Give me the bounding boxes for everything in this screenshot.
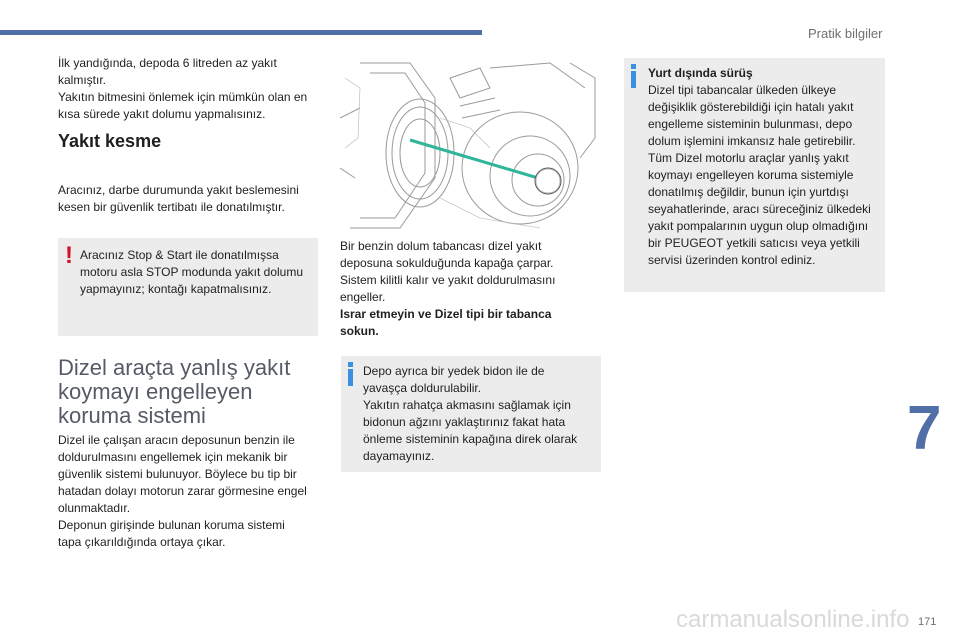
info-abroad-line: bir PEUGEOT yetkili satıcısı veya yetkili xyxy=(648,236,860,250)
header-accent-bar xyxy=(0,30,482,35)
warning-box xyxy=(58,238,318,336)
warning-line: motoru asla STOP modunda yakıt dolumu xyxy=(80,265,304,279)
misfuel-text xyxy=(58,432,320,551)
chapter-number: 7 xyxy=(907,394,942,463)
illustration-caption xyxy=(340,238,602,340)
info-abroad-line: yakıt pompalarının uygun olup olmadığını xyxy=(648,219,869,233)
caption-line: Sistem kilitli kalır ve yakıt doldurulmasını xyxy=(340,273,556,287)
fuel-cut-heading: Yakıt kesme xyxy=(58,131,162,151)
info-abroad-line: donatılmış değildir, bunun için yurtdışı xyxy=(648,185,849,199)
info-box-refill xyxy=(341,356,601,472)
info-line: yavaşça doldurulabilir. xyxy=(363,381,482,395)
info-line: dayamayınız. xyxy=(363,449,435,463)
info-abroad-line: koymayı engelleyen koruma sistemiyle xyxy=(648,168,854,182)
intro-line: kalmıştır. xyxy=(58,73,107,87)
intro-line: İlk yandığında, depoda 6 litreden az yakıt xyxy=(58,56,277,70)
misfuel-line: olunmaktadır. xyxy=(58,501,131,515)
intro-text xyxy=(58,55,320,123)
misfuel-line: Dizel ile çalışan aracın deposunun benzin ile xyxy=(58,433,295,447)
watermark: carmanualsonline.info xyxy=(676,606,910,633)
misfuel-heading xyxy=(58,356,290,428)
caption-bold-line: Israr etmeyin ve Dizel tipi bir tabanca xyxy=(340,307,552,321)
misfuel-line: Deponun girişinde bulunan koruma sistemi xyxy=(58,518,285,532)
caption-line: deposuna sokulduğunda kapağa çarpar. xyxy=(340,256,554,270)
info-icon xyxy=(346,362,356,386)
misfuel-heading-line: Dizel araçta yanlış yakıt xyxy=(58,355,291,380)
warning-line: Aracınız Stop & Start ile donatılmışsa xyxy=(80,248,279,262)
misfuel-line: doldurulmasını engellemek için mekanik bir xyxy=(58,450,288,464)
misfuel-heading-line: koruma sistemi xyxy=(58,403,206,428)
info-abroad-line: değişiklik gösterebildiği için hatalı yakıt xyxy=(648,100,854,114)
misfuel-line: güvenlik sistemi bulunuyor. Böylece bu tip bir xyxy=(58,467,297,481)
misfuel-line: tapa çıkarıldığında ortaya çıkar. xyxy=(58,535,226,549)
info-line: bidonun ağzını yaklaştırınız fakat hata xyxy=(363,415,566,429)
caption-line: engeller. xyxy=(340,290,386,304)
info-line: Yakıtın rahatça akmasını sağlamak için xyxy=(363,398,571,412)
caption-line: Bir benzin dolum tabancası dizel yakıt xyxy=(340,239,542,253)
info-abroad-line: seyahatlerinde, aracı süreceğiniz ülkedeki xyxy=(648,202,871,216)
warning-icon: ! xyxy=(65,242,73,269)
info-icon xyxy=(629,64,639,88)
misfuel-line: hatadan dolayı motorun zarar görmesine engel xyxy=(58,484,307,498)
misfuel-heading-line: koymayı engelleyen xyxy=(58,379,253,404)
info-line: Depo ayrıca bir yedek bidon ile de xyxy=(363,364,545,378)
intro-line: Yakıtın bitmesini önlemek için mümkün olan en xyxy=(58,90,308,104)
info-abroad-line: dolum işlemini imkansız hale getirebilir. xyxy=(648,134,856,148)
fuel-cut-line: Aracınız, darbe durumunda yakıt beslemesini xyxy=(58,183,299,197)
fuel-filler-illustration xyxy=(340,58,602,234)
info-line: önleme sisteminin kapağına direk olarak xyxy=(363,432,578,446)
info-abroad-line: Tüm Dizel motorlu araçlar yanlış yakıt xyxy=(648,151,849,165)
info-abroad-line: servisi üzerinden kontrol ediniz. xyxy=(648,253,816,267)
fuel-cut-line: kesen bir güvenlik tertibatı ile donatılmıştır. xyxy=(58,200,285,214)
info-abroad-title: Yurt dışında sürüş xyxy=(648,66,753,80)
fuel-cut-text xyxy=(58,182,320,216)
intro-line: kısa sürede yakıt dolumu yapmalısınız. xyxy=(58,107,266,121)
info-abroad-line: engelleme sisteminin bulunması, depo xyxy=(648,117,853,131)
info-box-abroad xyxy=(624,58,885,292)
caption-bold-line: sokun. xyxy=(340,324,379,338)
info-abroad-line: Dizel tipi tabancalar ülkeden ülkeye xyxy=(648,83,837,97)
warning-line: yapmayınız; kontağı kapatmalısınız. xyxy=(80,282,272,296)
section-title: Pratik bilgiler xyxy=(808,26,883,41)
page-number: 171 xyxy=(918,616,937,628)
